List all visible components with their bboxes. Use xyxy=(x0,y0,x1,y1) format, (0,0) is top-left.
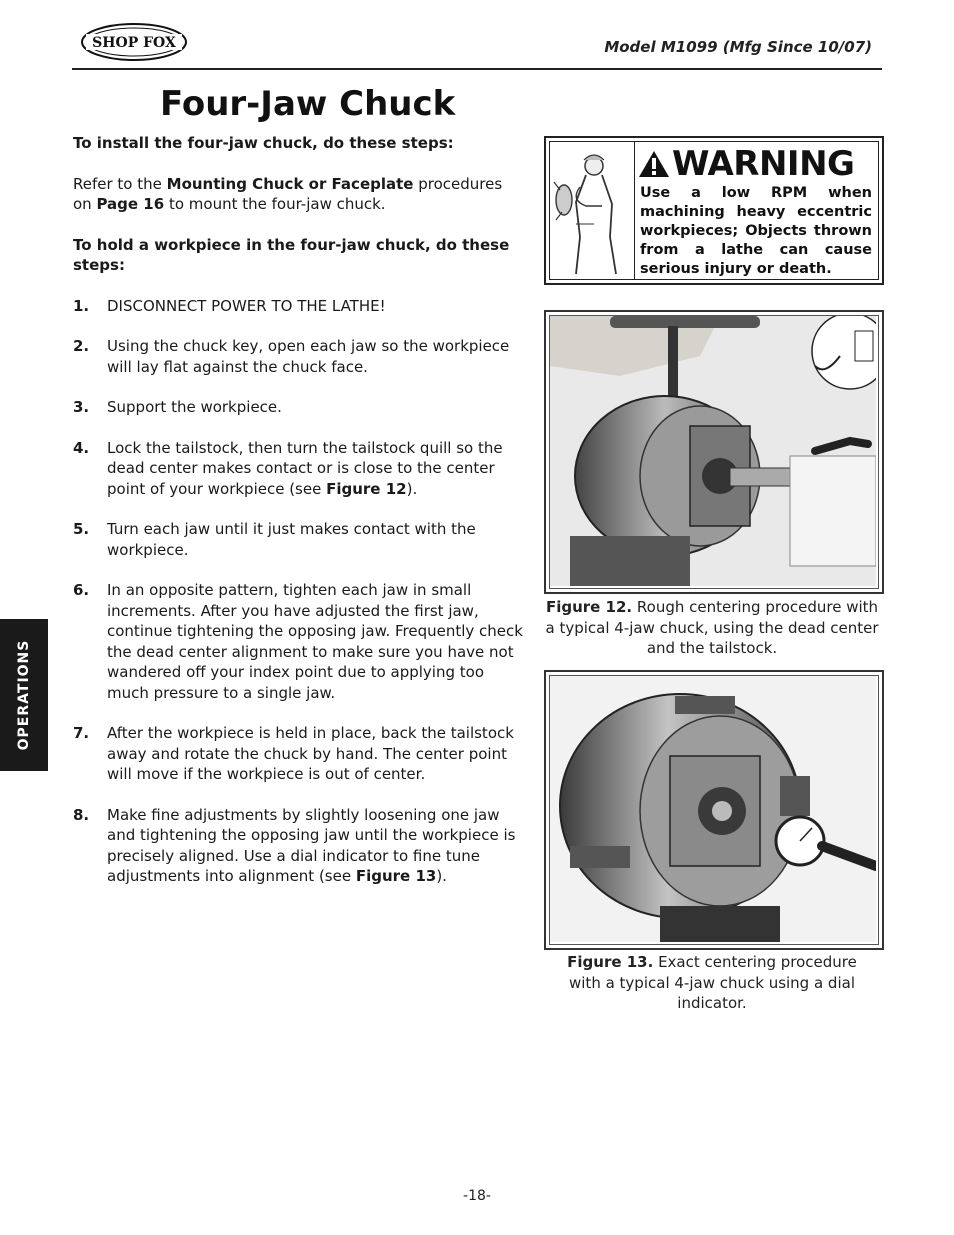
page-title: Four-Jaw Chuck xyxy=(160,84,456,124)
figure-13-ref: Figure 13 xyxy=(355,867,437,885)
instructions-column xyxy=(73,133,525,907)
hold-heading: To hold a workpiece in the four-jaw chuck, do these steps: xyxy=(73,235,510,274)
step-item: 7. After the workpiece is held in place, back the tailstock away and rotate the chuck by hand. The center point will move if the workpiece is out of center. xyxy=(73,724,514,783)
figure-12-caption: Figure 12. Rough centering procedure with a typical 4-jaw chuck, using the dead center and the tailstock. xyxy=(545,598,879,657)
figure-13-label: Figure 13. xyxy=(567,953,654,971)
model-label: Model M1099 (Mfg Since 10/07) xyxy=(604,38,872,56)
step-item: 2. Using the chuck key, open each jaw so the workpiece will lay flat against the chuck face. xyxy=(73,337,510,376)
steps-list xyxy=(73,296,525,887)
page-number: -18- xyxy=(463,1188,491,1204)
warning-header xyxy=(638,144,854,184)
step-item: 8. Make fine adjustments by slightly loosening one jaw and tightening the opposing jaw until the workpiece is precisely aligned. Use a dial indicator to fine tune adjustments into alignment (see Figure 13). xyxy=(73,805,516,885)
warning-box xyxy=(544,136,884,285)
figure-12-ref: Figure 12 xyxy=(326,479,407,498)
warning-text: Use a low RPM when machining heavy eccentric workpieces; Objects thrown from a lathe can cause serious injury or death. xyxy=(640,185,872,277)
step-item: 3. Support the workpiece. xyxy=(73,398,282,416)
refer-procedure: Mounting Chuck or Faceplate xyxy=(166,174,414,193)
section-tab-label: OPERATIONS xyxy=(16,639,32,751)
step-item: 4. Lock the tailstock, then turn the tailstock quill so the dead center makes contact or is close to the center point of your workpiece (see Figure 12). xyxy=(73,438,503,498)
figure-12-image xyxy=(544,310,884,594)
logo-brand: SHOP FOX xyxy=(92,35,176,51)
refer-paragraph: Refer to the Mounting Chuck or Faceplate procedures on Page 16 to mount the four-jaw chuck. xyxy=(73,174,503,213)
section-tab xyxy=(0,619,48,771)
refer-page: Page 16 xyxy=(96,195,165,213)
step-item: 5. Turn each jaw until it just makes contact with the workpiece. xyxy=(73,520,476,559)
header-rule xyxy=(72,68,882,70)
warning-triangle-icon xyxy=(638,149,670,179)
shop-fox-logo xyxy=(80,22,188,62)
step-item: 1. DISCONNECT POWER TO THE LATHE! xyxy=(73,296,386,315)
step-item: 6. In an opposite pattern, tighten each jaw in small increments. After you have adjusted the first jaw, continue tightening the opposing jaw. Frequently check the dead center alignment to make sure you have not wandered off your index point due to applying too much pressure to a single jaw. xyxy=(73,581,523,702)
install-heading: To install the four-jaw chuck, do these steps: xyxy=(73,134,454,152)
warning-label: WARNING xyxy=(672,144,855,184)
figure-13-image xyxy=(544,670,884,950)
figure-13-caption: Figure 13. Exact centering procedure with a typical 4-jaw chuck using a dial indicator. xyxy=(567,953,857,1012)
figure-12-label: Figure 12. xyxy=(545,598,633,616)
operator-illustration xyxy=(550,142,635,279)
